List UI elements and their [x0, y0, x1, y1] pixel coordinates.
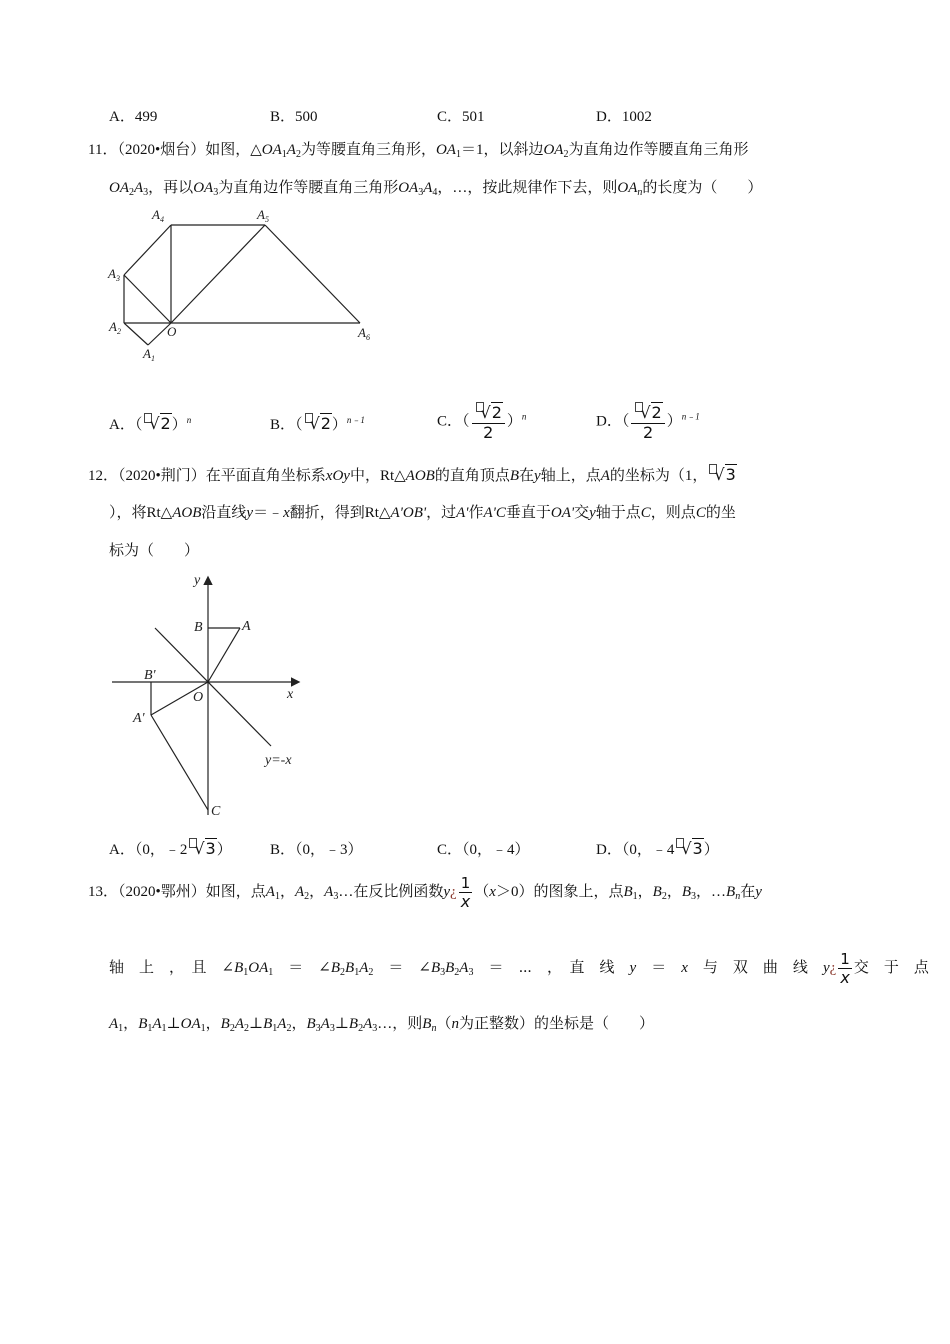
label-c: C	[211, 804, 221, 819]
sqrt-symbol: √3	[674, 838, 703, 859]
label-line: y=-x	[265, 753, 292, 768]
q12-option-c: C．（0，﹣4）	[437, 842, 530, 858]
q11-option-c: C．（ $\frac{√2}{2}$ ）$^n$	[437, 403, 527, 442]
option-a: A．499	[109, 109, 158, 125]
seg-a2-a1	[124, 323, 148, 345]
q11-line2: $OA_2A_3$，再以$OA_3$为直角边作等腰直角三角形$OA_3A_4$，…，按此规律作下去，则$OA_n$的长度为（ ）	[109, 180, 763, 198]
q11-option-d: D．（ $\frac{√2}{2}$ ）$^{n﹣1}$	[596, 403, 700, 442]
fraction: $\frac{1}{x}$	[460, 874, 471, 912]
label-a6: $A_6$	[358, 325, 370, 342]
label-b: B	[194, 620, 203, 635]
seg-aprime-c	[151, 715, 208, 810]
q11-option-b: B．（ √2）$^{n﹣1}$	[270, 414, 365, 433]
label-o: O	[167, 324, 177, 339]
fraction: $\frac{√2}{2}$	[631, 402, 664, 442]
sqrt-symbol: √3	[187, 838, 216, 859]
q13-line1: 13．（2020•鄂州）如图，点$A_1$，$A_2$，$A_3\dots$在反比例函数y¿ $\frac{1}{x}$ （x＞0）的图象上，点$B_1$，$B_2$，$B_3$，$\dots B_n$在y	[88, 874, 762, 912]
label-o: O	[193, 690, 204, 705]
q11-figure	[100, 205, 390, 375]
q13-line2: 轴 上 ， 且 $\angle B_1OA_1$ ＝ $\angle B_2B_1A_2$ ＝ $\angle B_3B_2A_3$ ＝ ⋯ ， 直 线 y ＝ x 与 双 曲 线 y¿ $\frac{1}{x}$ 交 于 点	[109, 950, 929, 988]
option-b: B．500	[270, 109, 318, 125]
q11-option-a: A．（ √2）$^n$	[109, 414, 192, 433]
seg-a3-o	[124, 275, 171, 323]
q12-figure	[108, 570, 313, 820]
q12-line3: 标为（ ）	[109, 543, 200, 559]
label-a: A	[242, 619, 251, 634]
option-c: C．501	[437, 109, 485, 125]
label-x: x	[287, 687, 294, 702]
sqrt-symbol: √2	[303, 413, 332, 434]
seg-a4-a3	[124, 225, 171, 275]
q11-source: （2020•烟台）	[117, 142, 206, 158]
label-a2: $A_2$	[109, 319, 121, 336]
line-y-eq-neg-x	[155, 628, 271, 746]
q12-option-b: B．（0，﹣3）	[270, 842, 363, 858]
label-y: y	[194, 573, 201, 588]
q12-option-a: A．（0，﹣2 √3）	[109, 839, 232, 858]
fraction: $\frac{√2}{2}$	[472, 402, 505, 442]
sqrt-symbol: √3	[707, 464, 736, 486]
option-d: D．1002	[596, 109, 652, 125]
sqrt-symbol: √2	[142, 413, 171, 434]
label-a3: $A_3$	[108, 266, 120, 283]
label-aprime: A'	[133, 711, 145, 726]
label-a5: $A_5$	[257, 207, 269, 224]
fraction: $\frac{1}{x}$	[840, 950, 850, 988]
q12-option-d: D．（0，﹣4 √3）	[596, 839, 719, 858]
q11-number: 11．	[88, 142, 118, 158]
q12-line2: ），将Rt△AOB沿直线y＝﹣x翻折，得到Rt△A'OB'，过A'作A'C垂直于OA'交y轴于点C，则点C的坐	[109, 505, 736, 521]
label-a1: $A_1$	[143, 346, 155, 363]
q12-number: 12．	[88, 468, 119, 484]
label-bprime: B'	[144, 668, 156, 683]
q13-line3: $A_1$，$B_1A_1\perp OA_1$，$B_2A_2\perp B_1A_2$，$B_3A_3\perp B_2A_3\dots$，则$B_n(n$为正整数）的坐标是（ ）	[109, 1016, 654, 1034]
q13-source: （2020•鄂州）	[118, 884, 206, 900]
seg-a-o	[208, 628, 240, 682]
q13-number: 13．	[88, 884, 119, 900]
q12-source: （2020•荆门）	[118, 468, 206, 484]
q11-line1: 11．（2020•烟台）如图，$\triangle OA_1A_2$为等腰直角三角形，$OA_1=1$，以斜边$OA_2$为直角边作等腰直角三角形	[88, 142, 749, 160]
seg-a5-o	[171, 225, 265, 323]
q12-line1: 12．（2020•荆门）在平面直角坐标系xOy中，Rt△AOB的直角顶点B在y轴上，点A的坐标为（1， √3	[88, 465, 736, 484]
seg-a5-a6	[265, 225, 360, 323]
label-a4: $A_4$	[152, 207, 164, 224]
